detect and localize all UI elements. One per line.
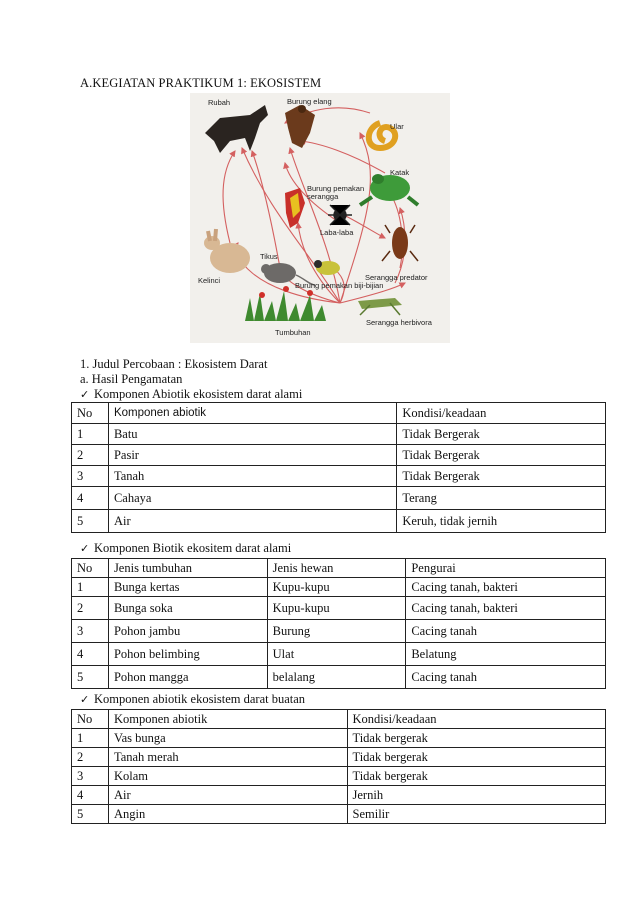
cell: 2 <box>72 748 109 767</box>
page-title: A.KEGIATAN PRAKTIKUM 1: EKOSISTEM <box>80 76 322 90</box>
table-row <box>72 786 606 805</box>
label-burung-elang: Burung elang <box>287 97 332 106</box>
cell: belalang <box>267 666 406 689</box>
table-row <box>72 767 606 786</box>
food-web-figure <box>190 93 450 343</box>
label-burung-pemakan-serangga-2: serangga <box>307 192 339 201</box>
cell: Pohon mangga <box>108 666 267 689</box>
section1-heading <box>80 387 302 402</box>
cell: Cahaya <box>108 487 396 510</box>
cell: Kolam <box>108 767 347 786</box>
table-row <box>72 510 606 533</box>
header-cell: Jenis tumbuhan <box>108 559 267 578</box>
cell: Vas bunga <box>108 729 347 748</box>
cell: 4 <box>72 487 109 510</box>
cell: Belatung <box>406 643 606 666</box>
cell: 1 <box>72 729 109 748</box>
section-heading-text: Komponen Biotik ekositem darat alami <box>94 541 292 555</box>
cell: Keruh, tidak jernih <box>397 510 606 533</box>
cell: 4 <box>72 786 109 805</box>
check-icon: ✓ <box>80 693 90 706</box>
cell: 4 <box>72 643 109 666</box>
cell: 5 <box>72 510 109 533</box>
cell: 2 <box>72 445 109 466</box>
cell: Tidak bergerak <box>347 767 605 786</box>
check-icon: ✓ <box>80 542 90 555</box>
table-row <box>72 578 606 597</box>
label-serangga-predator: Serangga predator <box>365 273 428 282</box>
cell: Batu <box>108 424 396 445</box>
label-tumbuhan: Tumbuhan <box>275 328 311 337</box>
cell: Bunga kertas <box>108 578 267 597</box>
header-cell: No <box>72 559 109 578</box>
cell: Cacing tanah <box>406 620 606 643</box>
cell: Jernih <box>347 786 605 805</box>
table-header-row <box>72 710 606 729</box>
cell: Air <box>108 510 396 533</box>
cell: Tidak Bergerak <box>397 466 606 487</box>
header-cell: Komponen abiotik <box>108 710 347 729</box>
table-header-row <box>72 403 606 424</box>
rabbit-icon <box>204 229 250 273</box>
table-row <box>72 729 606 748</box>
biotic-natural-table <box>71 558 606 689</box>
header-cell: Kondisi/keadaan <box>397 403 606 424</box>
section3-heading <box>80 692 305 707</box>
cell: Cacing tanah, bakteri <box>406 578 606 597</box>
label-ular: Ular <box>390 122 404 131</box>
cell: Tidak Bergerak <box>397 445 606 466</box>
insectivorous-bird-icon <box>285 188 305 228</box>
cell: 3 <box>72 620 109 643</box>
label-burung-pemakan-biji: Burung pemakan biji-bijian <box>295 281 384 290</box>
grasshopper-icon <box>358 298 402 315</box>
section2-heading <box>80 541 291 556</box>
cell: Cacing tanah, bakteri <box>406 597 606 620</box>
cell: 1 <box>72 578 109 597</box>
cell: Tidak bergerak <box>347 729 605 748</box>
cell: Burung <box>267 620 406 643</box>
cell: Pohon jambu <box>108 620 267 643</box>
abiotic-natural-table <box>71 402 606 533</box>
cell: Semilir <box>347 805 605 824</box>
cell: 3 <box>72 466 109 487</box>
table-row <box>72 666 606 689</box>
cell: Pohon belimbing <box>108 643 267 666</box>
header-cell: Kondisi/keadaan <box>347 710 605 729</box>
abiotic-artificial-table <box>71 709 606 824</box>
header-cell: Komponen abiotik <box>108 403 396 424</box>
label-katak: Katak <box>390 168 410 177</box>
cell: 1 <box>72 424 109 445</box>
cell: Tanah merah <box>108 748 347 767</box>
cell: Cacing tanah <box>406 666 606 689</box>
judul-percobaan: 1. Judul Percobaan : Ekosistem Darat <box>80 357 268 371</box>
table-row <box>72 466 606 487</box>
table-row <box>72 805 606 824</box>
check-icon: ✓ <box>80 388 90 401</box>
food-web-illustration <box>190 93 450 343</box>
cell: Tanah <box>108 466 396 487</box>
cell: Tidak bergerak <box>347 748 605 767</box>
table-row <box>72 445 606 466</box>
cell: Terang <box>397 487 606 510</box>
section-heading-text: Komponen Abiotik ekosistem darat alami <box>94 387 303 401</box>
table-row <box>72 597 606 620</box>
table-row <box>72 620 606 643</box>
cell: Air <box>108 786 347 805</box>
label-serangga-herbivora: Serangga herbivora <box>366 318 432 327</box>
table-row <box>72 748 606 767</box>
header-cell: No <box>72 710 109 729</box>
plants-icon <box>245 286 326 321</box>
frog-icon <box>360 174 418 205</box>
hasil-pengamatan: a. Hasil Pengamatan <box>80 372 183 386</box>
seed-eating-bird-icon <box>314 260 340 275</box>
label-rubah: Rubah <box>208 98 231 107</box>
table-row <box>72 643 606 666</box>
table-row <box>72 424 606 445</box>
label-laba-laba: Laba-laba <box>320 228 354 237</box>
cell: 5 <box>72 805 109 824</box>
predator-insect-icon <box>382 225 418 261</box>
cell: Pasir <box>108 445 396 466</box>
cell: Bunga soka <box>108 597 267 620</box>
label-burung-pemakan-serangga-1: Burung pemakan <box>307 184 365 193</box>
cell: 3 <box>72 767 109 786</box>
header-cell: No <box>72 403 109 424</box>
label-kelinci: Kelinci <box>198 276 221 285</box>
cell: Tidak Bergerak <box>397 424 606 445</box>
table-header-row <box>72 559 606 578</box>
cell: 5 <box>72 666 109 689</box>
section-heading-text: Komponen abiotik ekosistem darat buatan <box>94 692 306 706</box>
label-tikus: Tikus <box>260 252 278 261</box>
table-row <box>72 487 606 510</box>
header-cell: Pengurai <box>406 559 606 578</box>
fox-icon <box>205 105 268 153</box>
meta-lines <box>80 357 302 402</box>
spider-icon <box>328 205 352 225</box>
cell: 2 <box>72 597 109 620</box>
cell: Kupu-kupu <box>267 597 406 620</box>
cell: Angin <box>108 805 347 824</box>
cell: Kupu-kupu <box>267 578 406 597</box>
header-cell: Jenis hewan <box>267 559 406 578</box>
cell: Ulat <box>267 643 406 666</box>
